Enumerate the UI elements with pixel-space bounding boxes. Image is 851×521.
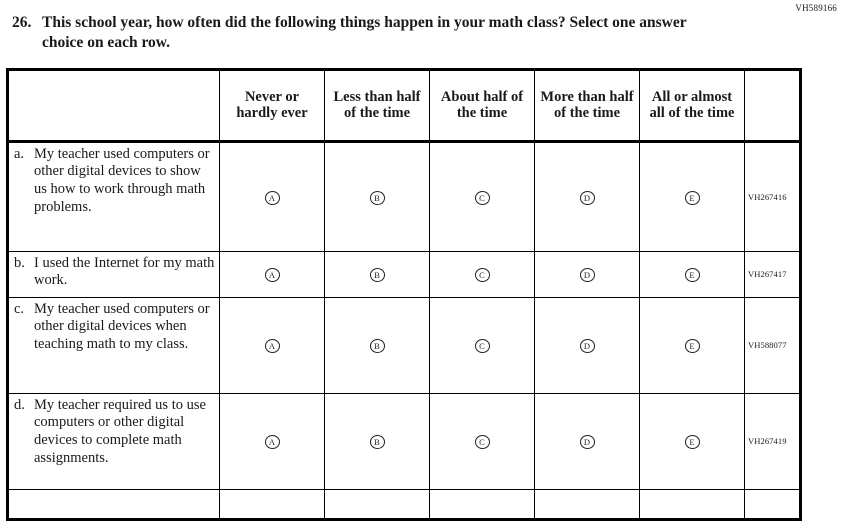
row-statement-cell [8,489,220,519]
answer-cell [430,251,535,297]
row-code: VH267416 [745,141,801,251]
answer-cell [535,141,640,251]
answer-cell [325,489,430,519]
option-bubble-d[interactable]: D [580,268,595,282]
option-bubble-e[interactable]: E [685,435,700,449]
answer-cell [430,297,535,393]
option-bubble-b[interactable]: B [370,339,385,353]
answer-cell [220,393,325,489]
question-number: 26. [12,14,32,31]
table-row-cutoff [8,489,801,519]
row-code: VH267419 [745,393,801,489]
answer-cell [325,141,430,251]
answer-cell [220,141,325,251]
table-row-d [8,393,801,489]
answer-cell [220,489,325,519]
row-text: I used the Internet for my math work. [34,254,215,289]
answer-cell [325,393,430,489]
form-code: VH589166 [795,3,837,13]
answer-cell [430,393,535,489]
response-table [6,68,802,521]
answer-cell [535,251,640,297]
answer-cell [640,251,745,297]
row-code-cell [745,489,801,519]
row-code: VH588077 [745,297,801,393]
option-bubble-e[interactable]: E [685,268,700,282]
header-code-cell [745,69,801,141]
option-bubble-d[interactable]: D [580,191,595,205]
option-bubble-a[interactable]: A [265,435,280,449]
column-header-all: All or almost all of the time [640,69,745,141]
row-statement-cell [8,251,220,297]
question-text: This school year, how often did the following things happen in your math class? Select one answer choice on each row. [42,14,687,51]
row-text: My teacher used computers or other digital devices to show us how to work through math problems. [34,145,210,215]
answer-cell [535,489,640,519]
option-bubble-b[interactable]: B [370,268,385,282]
column-header-less-than-half: Less than half of the time [325,69,430,141]
option-bubble-a[interactable]: A [265,191,280,205]
answer-cell [640,489,745,519]
option-bubble-c[interactable]: C [475,268,490,282]
header-empty-cell [8,69,220,141]
option-bubble-c[interactable]: C [475,191,490,205]
option-bubble-e[interactable]: E [685,339,700,353]
row-letter: c. [14,300,25,317]
row-letter: b. [14,254,25,271]
header-row [8,69,801,141]
table-row-a [8,141,801,251]
option-bubble-c[interactable]: C [475,339,490,353]
answer-cell [220,297,325,393]
answer-cell [640,393,745,489]
table-row-b [8,251,801,297]
row-statement-cell [8,141,220,251]
row-code: VH267417 [745,251,801,297]
table-row-c [8,297,801,393]
answer-cell [640,297,745,393]
option-bubble-d[interactable]: D [580,435,595,449]
option-bubble-b[interactable]: B [370,435,385,449]
answer-cell [640,141,745,251]
option-bubble-a[interactable]: A [265,339,280,353]
option-bubble-e[interactable]: E [685,191,700,205]
question [0,0,740,53]
option-bubble-b[interactable]: B [370,191,385,205]
answer-cell [325,297,430,393]
row-text: My teacher required us to use computers or other digital devices to complete math assignments. [34,396,206,466]
column-header-about-half: About half of the time [430,69,535,141]
answer-cell [430,489,535,519]
row-letter: a. [14,145,25,162]
option-bubble-a[interactable]: A [265,268,280,282]
column-header-more-than-half: More than half of the time [535,69,640,141]
answer-cell [535,393,640,489]
row-statement-cell [8,393,220,489]
answer-cell [535,297,640,393]
option-bubble-c[interactable]: C [475,435,490,449]
row-text: My teacher used computers or other digital devices when teaching math to my class. [34,300,210,353]
answer-cell [325,251,430,297]
row-letter: d. [14,396,25,413]
option-bubble-d[interactable]: D [580,339,595,353]
answer-cell [430,141,535,251]
column-header-never: Never or hardly ever [220,69,325,141]
row-statement-cell [8,297,220,393]
answer-cell [220,251,325,297]
